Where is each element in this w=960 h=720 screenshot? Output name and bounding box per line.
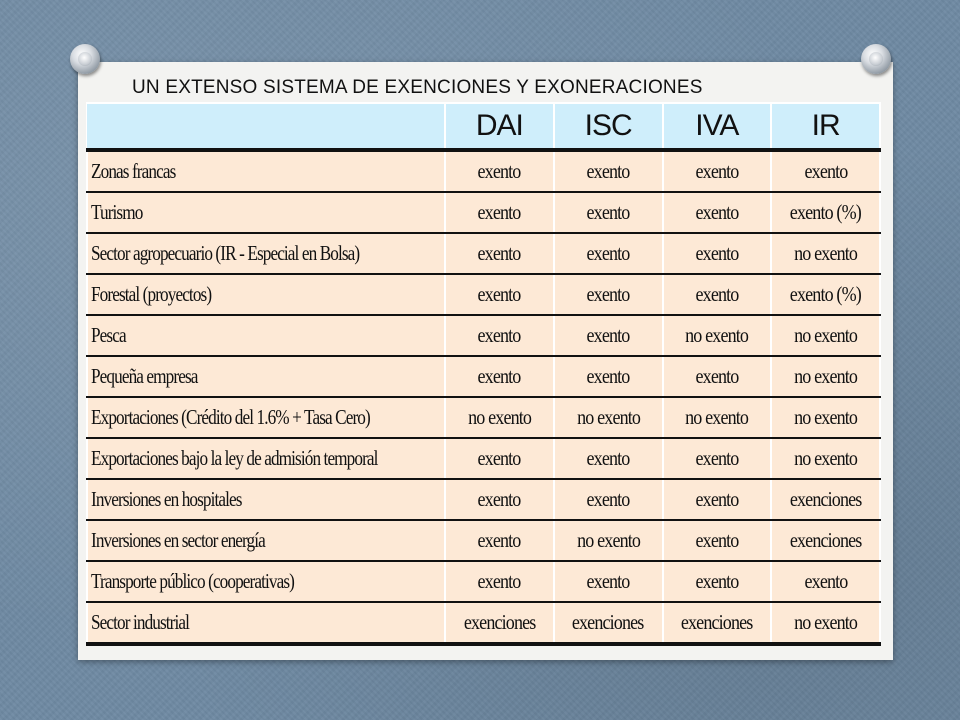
iva-value: no exento <box>685 404 749 429</box>
ir-value: exento (%) <box>790 281 862 306</box>
dai-cell <box>445 520 554 561</box>
sector-label: Sector agropecuario (IR - Especial en Bolsa) <box>91 241 360 265</box>
header-sector <box>87 103 445 150</box>
dai-value: exento <box>477 568 521 593</box>
iva-cell <box>663 520 772 561</box>
iva-cell <box>663 315 772 356</box>
ir-value: no exento <box>794 404 858 429</box>
iva-value: exento <box>695 159 739 184</box>
dai-value: exento <box>477 200 521 225</box>
isc-cell <box>554 274 663 315</box>
iva-value: exento <box>695 527 739 552</box>
iva-value: exento <box>695 445 739 470</box>
ir-cell <box>771 150 880 192</box>
ir-cell <box>771 397 880 438</box>
dai-value: exento <box>477 527 521 552</box>
dai-cell <box>445 561 554 602</box>
dai-value: exento <box>477 486 521 511</box>
table-header-row <box>87 103 880 150</box>
dai-cell <box>445 274 554 315</box>
isc-value: exento <box>586 241 630 265</box>
iva-value: exento <box>695 363 739 388</box>
table-row <box>87 150 880 192</box>
dai-value: exenciones <box>463 609 536 634</box>
sector-label: Turismo <box>91 200 143 225</box>
isc-value: exento <box>586 281 630 306</box>
iva-value: exento <box>695 200 739 225</box>
ir-cell <box>771 479 880 520</box>
table-row <box>87 397 880 438</box>
sector-label: Zonas francas <box>91 159 176 184</box>
sector-label: Pesca <box>91 322 126 347</box>
sector-label: Exportaciones (Crédito del 1.6% + Tasa Cero) <box>91 404 370 429</box>
ir-value: no exento <box>794 609 858 634</box>
dai-value: no exento <box>467 404 531 429</box>
table-row <box>87 315 880 356</box>
table-row <box>87 479 880 520</box>
isc-cell <box>554 192 663 233</box>
ir-cell <box>771 315 880 356</box>
sector-cell <box>87 150 445 192</box>
dai-value: exento <box>477 322 521 347</box>
iva-cell <box>663 397 772 438</box>
isc-cell <box>554 602 663 644</box>
isc-cell <box>554 233 663 274</box>
iva-value: exento <box>695 241 739 265</box>
iva-value: exento <box>695 281 739 306</box>
ir-value: no exento <box>794 322 858 347</box>
isc-value: exento <box>586 363 630 388</box>
ir-value: exento <box>804 568 848 593</box>
header-iva: IVA <box>663 103 772 150</box>
pushpin-icon <box>70 44 100 74</box>
pushpin-icon <box>861 44 891 74</box>
sector-cell <box>87 520 445 561</box>
dai-cell <box>445 479 554 520</box>
isc-value: exenciones <box>572 609 644 634</box>
isc-value: exento <box>586 322 630 347</box>
ir-cell <box>771 192 880 233</box>
sector-label: Exportaciones bajo la ley de admisión temporal <box>91 445 378 470</box>
ir-cell <box>771 520 880 561</box>
sector-cell <box>87 192 445 233</box>
isc-cell <box>554 438 663 479</box>
iva-cell <box>663 233 772 274</box>
dai-value: exento <box>477 445 521 470</box>
sector-cell <box>87 479 445 520</box>
table-row <box>87 602 880 644</box>
slide-title: UN EXTENSO SISTEMA DE EXENCIONES Y EXONERACIONES <box>132 77 703 98</box>
ir-cell <box>771 438 880 479</box>
iva-value: exenciones <box>681 609 753 634</box>
isc-value: exento <box>586 568 630 593</box>
dai-cell <box>445 438 554 479</box>
iva-cell <box>663 192 772 233</box>
ir-value: no exento <box>794 363 858 388</box>
exemptions-table-container <box>86 102 879 646</box>
iva-value: no exento <box>685 322 749 347</box>
iva-cell <box>663 479 772 520</box>
isc-cell <box>554 315 663 356</box>
ir-value: exento <box>804 159 848 184</box>
iva-cell <box>663 602 772 644</box>
iva-cell <box>663 438 772 479</box>
exemptions-table <box>86 102 881 646</box>
ir-value: exento (%) <box>790 200 862 225</box>
header-isc: ISC <box>554 103 663 150</box>
sector-label: Forestal (proyectos) <box>91 281 212 306</box>
iva-cell <box>663 356 772 397</box>
ir-value: no exento <box>794 241 858 265</box>
dai-value: exento <box>477 241 521 265</box>
table-row <box>87 274 880 315</box>
dai-cell <box>445 397 554 438</box>
iva-cell <box>663 274 772 315</box>
ir-cell <box>771 233 880 274</box>
dai-value: exento <box>477 281 521 306</box>
isc-cell <box>554 561 663 602</box>
ir-cell <box>771 561 880 602</box>
ir-value: exenciones <box>789 527 862 552</box>
ir-cell <box>771 274 880 315</box>
ir-value: no exento <box>794 445 858 470</box>
table-row <box>87 233 880 274</box>
isc-value: exento <box>586 200 630 225</box>
sector-label: Transporte público (cooperativas) <box>91 568 294 593</box>
ir-cell <box>771 356 880 397</box>
table-row <box>87 561 880 602</box>
sector-cell <box>87 233 445 274</box>
dai-cell <box>445 233 554 274</box>
isc-value: exento <box>586 486 630 511</box>
isc-value: no exento <box>576 404 640 429</box>
dai-cell <box>445 150 554 192</box>
sector-label: Inversiones en sector energía <box>91 527 265 552</box>
isc-cell <box>554 356 663 397</box>
iva-value: exento <box>695 568 739 593</box>
sector-cell <box>87 561 445 602</box>
isc-cell <box>554 520 663 561</box>
table-row <box>87 356 880 397</box>
sector-cell <box>87 397 445 438</box>
dai-cell <box>445 315 554 356</box>
header-dai: DAI <box>445 103 554 150</box>
iva-value: exento <box>695 486 739 511</box>
table-row <box>87 192 880 233</box>
ir-cell <box>771 602 880 644</box>
ir-value: exenciones <box>789 486 862 511</box>
header-ir: IR <box>771 103 880 150</box>
table-row <box>87 520 880 561</box>
isc-value: exento <box>586 159 630 184</box>
sector-label: Sector industrial <box>91 609 190 634</box>
isc-cell <box>554 479 663 520</box>
table-row <box>87 438 880 479</box>
dai-value: exento <box>477 363 521 388</box>
dai-cell <box>445 192 554 233</box>
isc-value: no exento <box>576 527 640 552</box>
sector-cell <box>87 315 445 356</box>
sector-cell <box>87 602 445 644</box>
dai-cell <box>445 356 554 397</box>
sector-cell <box>87 274 445 315</box>
isc-cell <box>554 397 663 438</box>
dai-cell <box>445 602 554 644</box>
sector-label: Pequeña empresa <box>91 363 198 388</box>
isc-cell <box>554 150 663 192</box>
sector-label: Inversiones en hospitales <box>91 486 242 511</box>
sector-cell <box>87 438 445 479</box>
iva-cell <box>663 561 772 602</box>
dai-value: exento <box>477 159 521 184</box>
isc-value: exento <box>586 445 630 470</box>
sector-cell <box>87 356 445 397</box>
iva-cell <box>663 150 772 192</box>
